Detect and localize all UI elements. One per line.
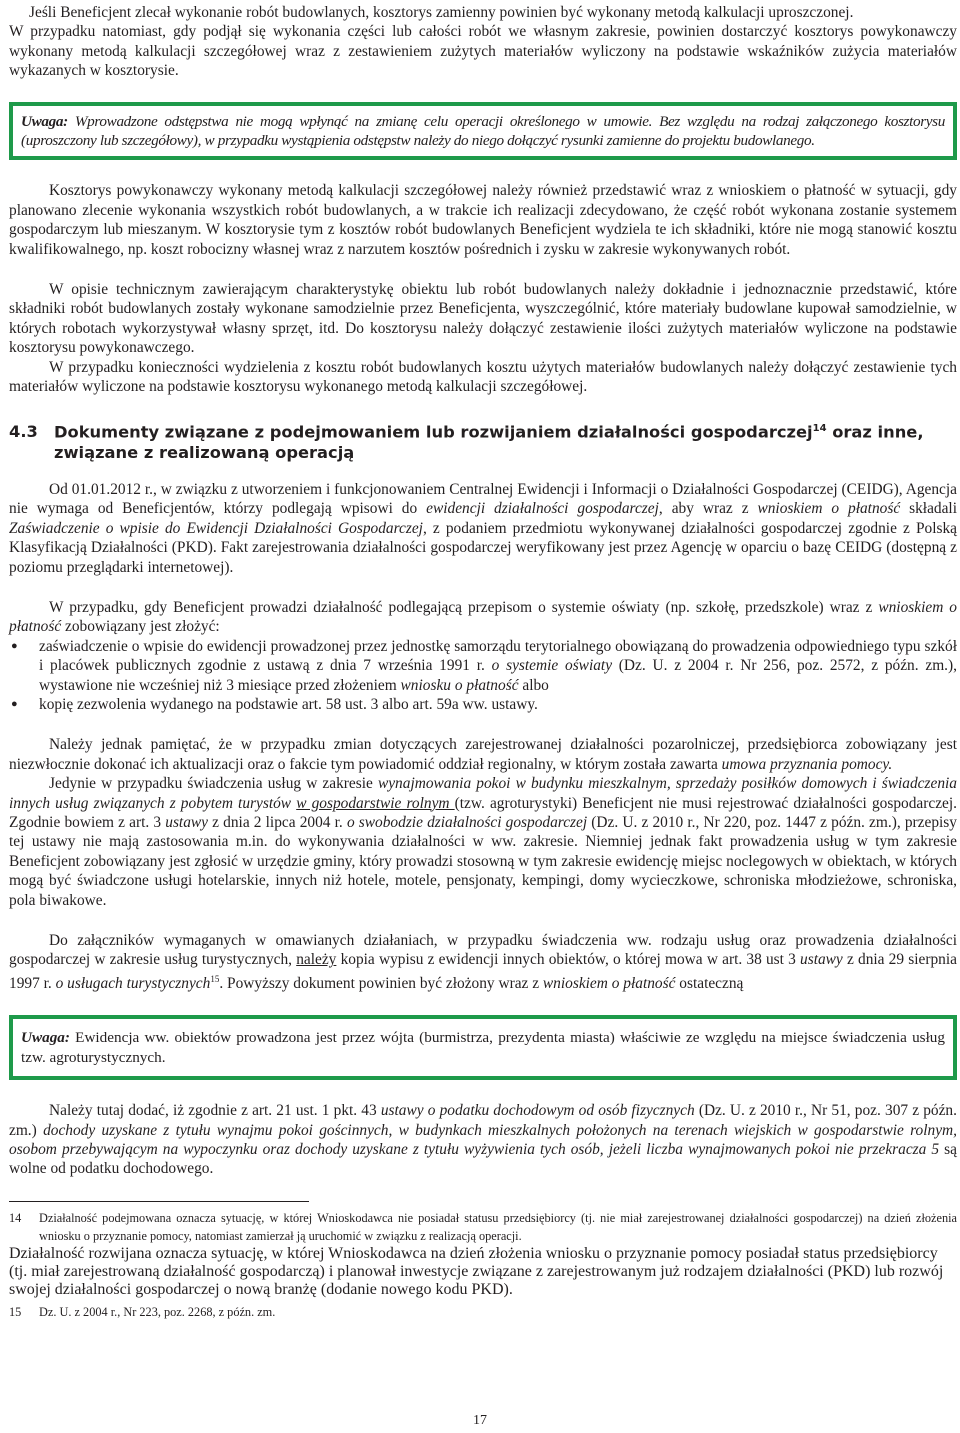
footnote-15 [9,1304,957,1322]
para-text: ostateczną [675,974,744,992]
para-text: Jedynie w przypadku świadczenia usług w zakresie [49,775,378,793]
footnote-14-continuation: Działalność rozwijana oznacza sytuację, w której Wnioskodawca na dzień złożenia wniosku o przyznanie pomocy posiadał status przedsiębiorcy (tj. miał zarejestrowaną działalność gospodarczą) i planował inwestycje związane z zarejestrowanym już rodzajem działalności (PKD) lub rozwój swojej działalności gospodarczej o nową branżę (dodanie nowego kodu PKD). [9,1245,944,1299]
para-italic: dochody uzyskane z tytułu wynajmu pokoi gościnnych, w budynkach mieszkalnych położonych na terenach wiejskich w gospodarstwie rolnym, osobom przebywającym na wypoczynku oraz dochody uzyskane z tytułu wyżywienia tych osób, jeżeli liczba wynajmowanych pokoi nie przekracza 5 [9,1121,958,1159]
footnote-14 [9,1210,957,1246]
para-opis-techniczny [9,280,957,358]
page-number: 17 [473,1413,487,1428]
para-italic: umowa przyznania pomocy. [721,755,893,773]
para-text: Należy tutaj dodać, iż zgodnie z art. 21 ust. 1 pkt. 43 [49,1102,381,1120]
para-text: . Powyższy dokument powinien być złożony wraz z [219,974,543,992]
para-zestawienie-materialow [9,358,957,397]
section-number: 4.3 [9,421,38,441]
required-documents-list [9,637,957,715]
item-text: albo [518,676,549,694]
para-podatek-dochodowy [9,1101,957,1179]
para-text: z dnia 2 lipca 2004 r. [208,814,347,832]
para-italic: wynajmowania pokoi w budynku mieszkalnym, sprzedaży posiłków domowych i świadczenia innych usług związanych z pobytem turystów [9,775,958,812]
footnote-number: 15 [9,1305,22,1320]
footnote-ref-15: 15 [210,973,220,984]
para-text: Do załączników wymaganych w omawianych działaniach, w przypadku świadczenia ww. rodzaju usług oraz prowadzenia działalności gospodarczej w zakresie usług turystycznych, [9,932,957,969]
para-text: , z podaniem przedmiotu wykonywanej działalności gospodarczej zgodnie z Polską Klasyfikacją Działalności (PKD). Fakt zarejestrowania działalności gospodarczej weryfikowany jest przez Agencję w oparciu o bazę CEIDG (dostępną z poziomu przeglądarki internetowej). [9,519,957,576]
para-italic: wnioskiem o płatność [757,500,901,518]
list-item [39,637,957,695]
para-text: W przypadku natomiast, gdy podjął się wykonania części lub całości robót we własnym zakresie, powinien dostarczyć kosztorys powykonawczy wykonany metodą kalkulacji szczegółowej wraz z zestawieniem zużytych materiałów wyliczony na podstawie wskaźników zużycia materiałów wykazanych w kosztorysie. [9,23,957,80]
list-item [39,695,957,714]
note-body: Wprowadzone odstępstwa nie mogą wpłynąć na zmianę celu operacji określonego w umowie. Bez względu na rodzaj załączonego kosztorysu (uproszczony lub szczegółowy), w przypadku wystąpienia odstępstw należy do niego dołączyć rysunki zamienne do projektu budowlanego. [21,112,945,150]
para-text: z dnia 29 sierpnia 1997 r. [9,951,957,992]
note-label: Uwaga: [21,1029,70,1047]
para-text: Od 01.01.2012 r., w związku z utworzeniem i funkcjonowaniem Centralnej Ewidencji i Informacji o Działalności Gospodarczej (CEIDG), Agencja nie wymaga od Beneficjentów, którzy podlegają wpisowi do [9,480,957,518]
note-body: Ewidencja ww. obiektów prowadzona jest przez wójta (burmistrza, prezydenta miasta) właściwie ze względu na miejsce świadczenia usług tzw. agroturystycznych. [21,1029,945,1066]
para-agroturystyka [9,774,957,910]
footnote-number: 14 [9,1210,22,1225]
para-text: składali [900,500,957,518]
para-text: zobowiązany jest złożyć: [61,618,220,636]
footnote-ref-14: 14 [812,422,827,434]
para-text: (Dz. U. z 2010 r., Nr 51, poz. 307 z późn. zm.) [9,1102,957,1139]
para-kosztorys-zamienny [9,3,957,22]
para-text: Kosztorys powykonawczy wykonany metodą kalkulacji szczegółowej należy również przedstawić wraz z wnioskiem o płatność w sytuacji, gdy planowano zlecenie wykonania wszystkich robót budowlanych, a w trakcie ich realizacji zdecydowano, że część robót wykonana zostanie systemem gospodarczym lub mieszanym. W kosztorysie tym z kosztów robót budowlanych Beneficjent wydziela te ich składniki, które nie mogą stanowić kosztu kwalifikowalnego, np. koszt robocizny własnej wraz z narzutem kosztów pośrednich i zysku w zakresie wykonywanych robót. [9,182,957,258]
para-ceidg [9,480,957,577]
note-label: Uwaga: [21,112,68,130]
para-text: W przypadku konieczności wydzielenia z kosztu robót budowlanych kosztu użytych materiałów budowlanych należy dołączyć zestawienie tych materiałów wyliczone na podstawie kosztorysu wykonanego metodą kalkulacji szczegółowej. [9,358,957,396]
heading-text: oraz inne, związane z realizowaną operacją [54,421,924,462]
para-text: , aby wraz z [658,500,758,518]
para-text: Należy jednak pamiętać, że w przypadku zmian dotyczących zarejestrowanej działalności pozarolniczej, przedsiębiorca zobowiązany jest niezwłocznie dokonać ich aktualizacji oraz o fakcie tym powiadomić oddział regionalny, w którym została zawarta [9,736,957,773]
para-italic: o usługach turystycznych [55,974,211,992]
para-text: W przypadku, gdy Beneficjent prowadzi działalność podlegającą przepisom o systemie oświaty (np. szkołę, przedszkole) wraz z [49,598,879,616]
para-italic: o swobodzie działalności gospodarczej [346,814,588,832]
note-text [21,1028,945,1067]
para-text: są wolne od podatku dochodowego. [9,1141,958,1178]
footnote-text: Dz. U. z 2004 r., Nr 223, poz. 2268, z późn. zm. [39,1305,276,1320]
footnote-text: Działalność podejmowana oznacza sytuację, w której Wnioskodawca nie posiadał statusu przedsiębiorcy (tj. nie miał zarejestrowanej działalności gospodarczej) na dzień złożenia wniosku o przyznanie pomocy, natomiast zamierzał ją uruchomić w związku z realizacją operacji. [39,1210,957,1243]
para-italic: wnioskiem o płatność [9,598,957,636]
para-aktualizacja [9,735,957,774]
para-text: (tzw. agroturystyki) Beneficjent nie musi rejestrować działalności gospodarczej. Zgodnie bowiem z art. 3 [9,794,957,832]
section-heading [9,418,957,463]
footnote-separator [9,1201,309,1202]
para-italic: wnioskiem o płatność [542,974,676,992]
para-underlined: w gospodarstwie rolnym [296,794,455,812]
para-italic: ustawy [165,814,209,832]
para-italic: ustawy o podatku dochodowym od osób fizycznych [380,1102,695,1120]
item-text: zaświadczenie o wpisie do ewidencji prowadzonej przez jednostkę samorządu terytorialnego obowiązaną do prowadzenia odpowiedniego typu szkół i placówek publicznych zgodnie z ustawą z dnia 7 września 1991 r. [39,637,957,675]
para-kosztorys-szczegolowy [9,181,957,259]
para-italic: Zaświadczenie o wpisie do Ewidencji Działalności Gospodarczej [9,519,423,537]
para-underlined: należy [296,951,337,969]
para-uslugi-turystyczne [9,931,957,993]
para-italic: ewidencji działalności gospodarczej [426,500,659,518]
para-text: Jeśli Beneficjent zlecał wykonanie robót budowlanych, kosztorys zamienny powinien być wykonany metodą kalkulacji uproszczonej. [29,4,854,21]
item-text: kopię zezwolenia wydanego na podstawie art. 58 ust. 3 albo art. 59a ww. ustawy. [39,695,538,713]
document-page [9,0,957,1322]
item-italic: wniosku o płatność [400,676,519,694]
para-text: kopia wypisu z ewidencji innych obiektów, o której mowa w art. 38 ust 3 [336,951,801,969]
note-box-ewidencja [9,1015,957,1080]
para-kosztorys-powykonawczy [9,22,957,80]
para-text: (Dz. U. z 2010 r., Nr 220, poz. 1447 z późn. zm.), przepisy tej ustawy nie mają zastosowania m.in. do wykonywania działalności w ww. zakresie. Niemniej jednak fakt prowadzenia usług w tym zakresie Beneficjent zobowiązany jest zgłosić w urzędzie gminy, który prowadzi stosowną w tym zakresie ewidencję miejsc noclegowych w obiektach, w których mogą być świadczone usługi hotelarskie, innych niż hotele, motele, pensjonaty, kempingi, domy wycieczkowe, schroniska młodzieżowe, schroniska, pola biwakowe. [9,814,957,909]
item-text: (Dz. U. z 2004 r. Nr 256, poz. 2572, z późn. zm.), wystawione nie wcześniej niż 3 miesiące przed złożeniem [39,657,957,694]
para-system-oswiaty [9,598,957,637]
note-box-odstepstwa [9,102,957,161]
note-text [21,112,945,151]
para-text: W opisie technicznym zawierającym charakterystykę obiektu lub robót budowlanych należy dokładnie i jednoznacznie przedstawić, które składniki robót budowlanych zostały wykonane samodzielnie przez Beneficjenta, wyszczególnić, które materiały budowlane kupował samodzielnie, w których robotach wykorzystywał własny sprzęt, itd. Do kosztorysu należy dołączyć zestawienie ilości zużytych materiałów wyliczone na podstawie kosztorysu powykonawczego. [9,281,957,357]
heading-text: Dokumenty związane z podejmowaniem lub rozwijaniem działalności gospodarczej [54,421,813,441]
item-italic: o systemie oświaty [491,657,613,675]
para-italic: ustawy [800,951,843,969]
